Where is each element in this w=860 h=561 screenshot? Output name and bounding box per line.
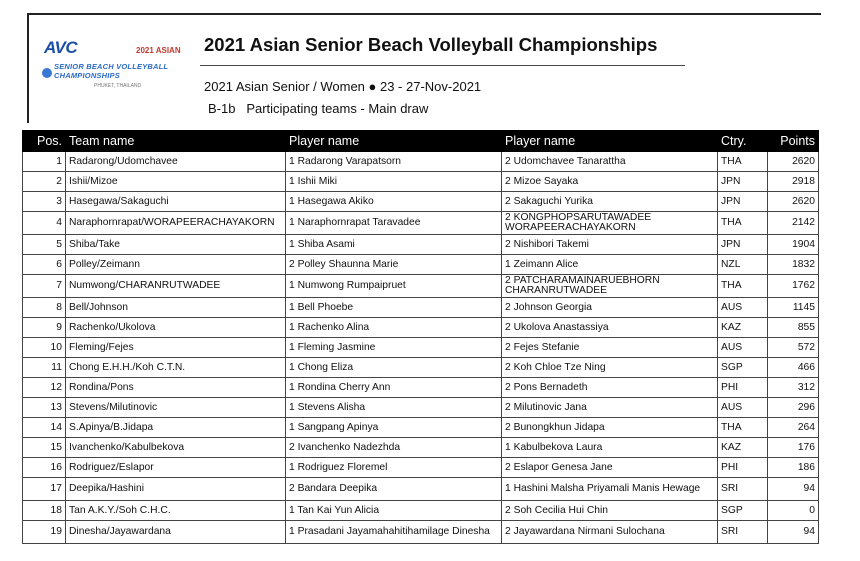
cell-player2: 2 Soh Cecilia Hui Chin [502,501,718,521]
table-row [23,255,819,275]
cell-player1: 2 Ivanchenko Nadezhda [286,438,502,458]
cell-pos: 14 [23,418,66,438]
cell-pos: 8 [23,298,66,318]
cell-player2: 2 Udomchavee Tanarattha [502,152,718,172]
cell-player2: 1 Hashini Malsha Priyamali Manis Hewage [502,478,718,501]
table-row [23,398,819,418]
section-title: Participating teams - Main draw [246,101,429,116]
cell-player1: 2 Polley Shaunna Marie [286,255,502,275]
cell-player1: 1 Tan Kai Yun Alicia [286,501,502,521]
cell-pos: 1 [23,152,66,172]
table-header-row [23,131,819,152]
cell-country: SRI [718,478,768,501]
cell-player2: 2 KONGPHOPSARUTAWADEE WORAPEERACHAYAKORN [502,212,718,235]
cell-team: Chong E.H.H./Koh C.T.N. [66,358,286,378]
cell-country: SGP [718,501,768,521]
cell-team: Hasegawa/Sakaguchi [66,192,286,212]
table-row [23,358,819,378]
cell-player2: 1 Zeimann Alice [502,255,718,275]
cell-player1: 1 Rondina Cherry Ann [286,378,502,398]
cell-pos: 19 [23,521,66,544]
cell-team: Ishii/Mizoe [66,172,286,192]
cell-points: 94 [768,478,819,501]
cell-country: JPN [718,235,768,255]
cell-player2: 2 Bunongkhun Jidapa [502,418,718,438]
cell-player1: 1 Rachenko Alina [286,318,502,338]
cell-points: 2620 [768,152,819,172]
cell-team: S.Apinya/B.Jidapa [66,418,286,438]
cell-player2: 2 Pons Bernadeth [502,378,718,398]
cell-team: Bell/Johnson [66,298,286,318]
cell-player1: 1 Sangpang Apinya [286,418,502,438]
cell-points: 0 [768,501,819,521]
cell-country: THA [718,212,768,235]
cell-country: KAZ [718,438,768,458]
cell-points: 855 [768,318,819,338]
logo-line-1: SENIOR BEACH VOLLEYBALL [54,62,169,71]
cell-pos: 5 [23,235,66,255]
cell-team: Numwong/CHARANRUTWADEE [66,275,286,298]
cell-country: AUS [718,398,768,418]
cell-country: NZL [718,255,768,275]
cell-points: 2142 [768,212,819,235]
cell-points: 94 [768,521,819,544]
cell-points: 1145 [768,298,819,318]
cell-country: SRI [718,521,768,544]
cell-team: Tan A.K.Y./Soh C.H.C. [66,501,286,521]
cell-pos: 18 [23,501,66,521]
col-header-points: Points [768,131,819,152]
cell-points: 1904 [768,235,819,255]
col-header-team: Team name [66,131,286,152]
cell-pos: 11 [23,358,66,378]
table-row [23,172,819,192]
volleyball-icon [42,68,52,78]
table-row [23,458,819,478]
cell-player1: 1 Chong Eliza [286,358,502,378]
cell-points: 1762 [768,275,819,298]
cell-points: 296 [768,398,819,418]
table-row [23,152,819,172]
cell-player2: 2 Fejes Stefanie [502,338,718,358]
cell-country: AUS [718,298,768,318]
cell-player2: 2 Ukolova Anastassiya [502,318,718,338]
cell-player1: 1 Radarong Varapatsorn [286,152,502,172]
cell-player2: 2 Milutinovic Jana [502,398,718,418]
cell-player1: 2 Bandara Deepika [286,478,502,501]
table-row [23,521,819,544]
cell-pos: 13 [23,398,66,418]
cell-pos: 4 [23,212,66,235]
table-row [23,318,819,338]
cell-player2: 2 Koh Chloe Tze Ning [502,358,718,378]
cell-player1: 1 Ishii Miki [286,172,502,192]
table-row [23,298,819,318]
col-header-country: Ctry. [718,131,768,152]
title-divider [200,65,685,66]
cell-pos: 3 [23,192,66,212]
cell-pos: 15 [23,438,66,458]
cell-points: 176 [768,438,819,458]
cell-pos: 2 [23,172,66,192]
cell-country: AUS [718,338,768,358]
cell-team: Shiba/Take [66,235,286,255]
table-row [23,212,819,235]
cell-player1: 1 Naraphornrapat Taravadee [286,212,502,235]
cell-team: Stevens/Milutinovic [66,398,286,418]
cell-country: PHI [718,458,768,478]
cell-team: Ivanchenko/Kabulbekova [66,438,286,458]
cell-team: Fleming/Fejes [66,338,286,358]
cell-player2: 2 Johnson Georgia [502,298,718,318]
cell-country: THA [718,152,768,172]
cell-player2: 1 Kabulbekova Laura [502,438,718,458]
cell-team: Polley/Zeimann [66,255,286,275]
cell-country: PHI [718,378,768,398]
cell-player1: 1 Stevens Alisha [286,398,502,418]
cell-player2: 2 Sakaguchi Yurika [502,192,718,212]
cell-pos: 7 [23,275,66,298]
cell-team: Rondina/Pons [66,378,286,398]
teams-table [22,130,819,544]
table-row [23,378,819,398]
cell-points: 1832 [768,255,819,275]
cell-player2: 2 Mizoe Sayaka [502,172,718,192]
cell-country: THA [718,275,768,298]
cell-team: Naraphornrapat/WORAPEERACHAYAKORN [66,212,286,235]
cell-team: Deepika/Hashini [66,478,286,501]
cell-points: 2620 [768,192,819,212]
col-header-player1: Player name [286,131,502,152]
table-row [23,418,819,438]
cell-points: 312 [768,378,819,398]
cell-player1: 1 Fleming Jasmine [286,338,502,358]
table-row [23,192,819,212]
section-code: B-1b [208,101,236,116]
cell-points: 466 [768,358,819,378]
cell-team: Radarong/Udomchavee [66,152,286,172]
avc-logo-mark: AVC [44,38,78,57]
cell-player1: 1 Prasadani Jayamahahitihamilage Dinesha [286,521,502,544]
table-row [23,478,819,501]
section-heading [208,101,428,116]
cell-points: 264 [768,418,819,438]
cell-player1: 1 Bell Phoebe [286,298,502,318]
cell-player1: 1 Hasegawa Akiko [286,192,502,212]
cell-player1: 1 Rodriguez Floremel [286,458,502,478]
cell-points: 2918 [768,172,819,192]
col-header-player2: Player name [502,131,718,152]
cell-player2: 2 Jayawardana Nirmani Sulochana [502,521,718,544]
cell-player1: 1 Shiba Asami [286,235,502,255]
table-row [23,275,819,298]
cell-player2: 2 Eslapor Genesa Jane [502,458,718,478]
cell-pos: 12 [23,378,66,398]
cell-pos: 17 [23,478,66,501]
cell-country: THA [718,418,768,438]
cell-pos: 6 [23,255,66,275]
logo-place: PHUKET, THAILAND [94,83,142,89]
cell-country: SGP [718,358,768,378]
event-subtitle: 2021 Asian Senior / Women ● 23 - 27-Nov-2021 [204,79,482,94]
cell-team: Dinesha/Jayawardana [66,521,286,544]
cell-pos: 9 [23,318,66,338]
logo-year: 2021 ASIAN [136,46,181,55]
cell-player2: 2 PATCHARAMAINARUEBHORN CHARANRUTWADEE [502,275,718,298]
page-title: 2021 Asian Senior Beach Volleyball Championships [204,34,658,55]
cell-player1: 1 Numwong Rumpaipruet [286,275,502,298]
cell-country: JPN [718,192,768,212]
cell-pos: 16 [23,458,66,478]
table-row [23,338,819,358]
cell-country: JPN [718,172,768,192]
col-header-pos: Pos. [23,131,66,152]
logo-line-2: CHAMPIONSHIPS [54,71,120,80]
table-row [23,235,819,255]
table-row [23,438,819,458]
cell-points: 572 [768,338,819,358]
cell-team: Rachenko/Ukolova [66,318,286,338]
cell-player2: 2 Nishibori Takemi [502,235,718,255]
cell-country: KAZ [718,318,768,338]
cell-team: Rodriguez/Eslapor [66,458,286,478]
table-row [23,501,819,521]
event-logo [44,38,194,94]
cell-points: 186 [768,458,819,478]
cell-pos: 10 [23,338,66,358]
